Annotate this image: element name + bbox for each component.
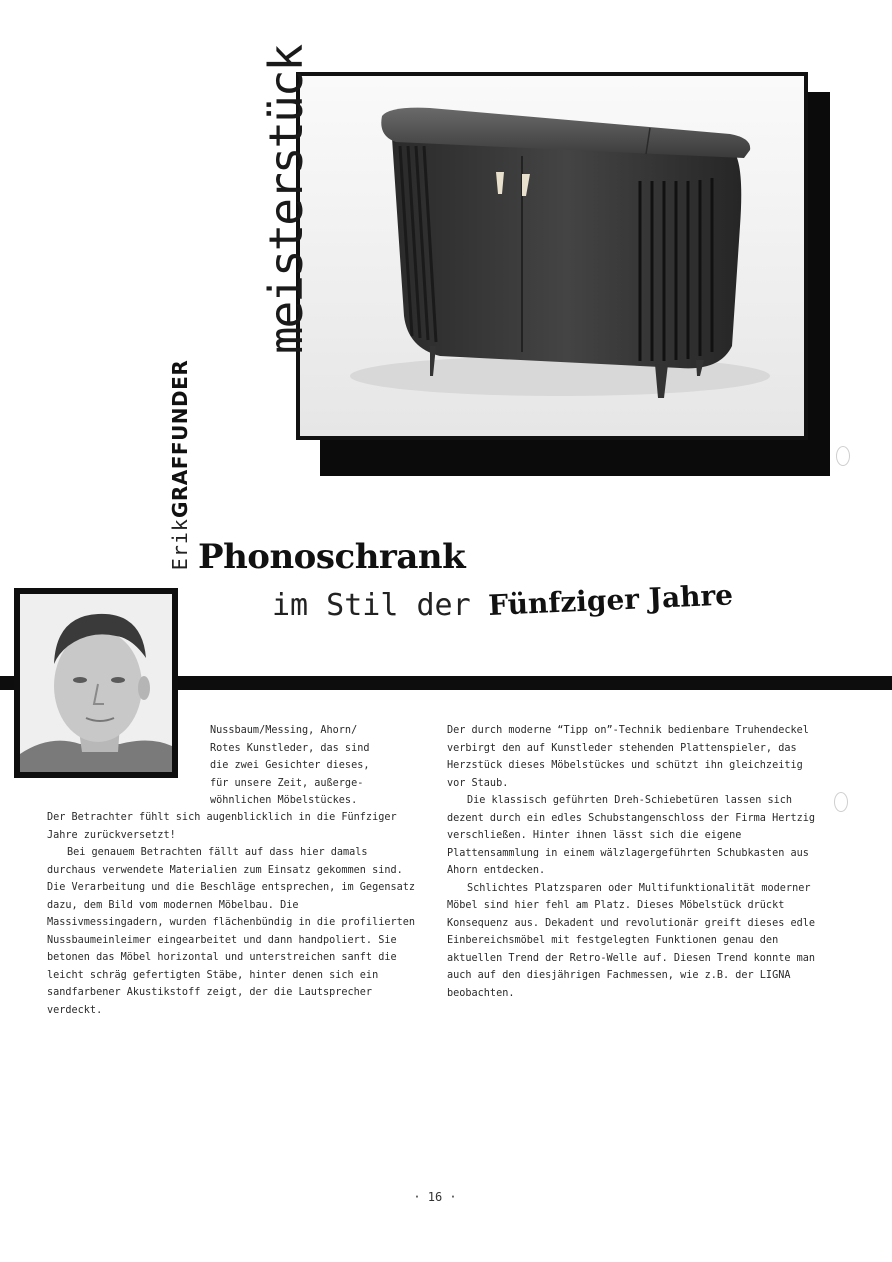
paragraph: Der durch moderne “Tipp on”-Technik bedienbare Truhendeckel verbirgt den auf Kunstleder stehenden Plattenspieler, das Herzstück dieses Möbelstückes und schützt ihn gleichzeitig vor Staub. — [447, 725, 809, 789]
intro-line: Rotes Kunstleder, das sind — [210, 742, 370, 754]
intro-line: wöhnlichen Möbelstückes. — [210, 795, 358, 806]
author-portrait-image — [20, 594, 172, 772]
binder-hole — [836, 446, 850, 466]
author-portrait — [14, 588, 178, 778]
article-title-bold: Fünfziger Jahre — [487, 578, 734, 622]
left-column — [47, 809, 417, 1019]
paragraph: Schlichtes Platzsparen oder Multifunktionalität moderner Möbel sind hier fehl am Platz. Dieses Möbelstück drückt Konsequenz aus. Dekadent und revolutionär greift dieses edle Einbereichsmöbel mit festgelegten Funktionen genau den aktuellen Trend der Retro-Welle auf. Diesen Trend konnte man auch auf den diesjährigen Fachmessen, wie z.B. der LIGNA beobachten. — [447, 882, 816, 999]
author-name — [170, 345, 190, 585]
intro-line: Nussbaum/Messing, Ahorn/ — [210, 725, 358, 736]
intro-text — [210, 722, 430, 810]
article-title-plain: im Stil der — [272, 588, 471, 623]
binder-hole — [834, 792, 848, 812]
right-column — [447, 722, 827, 1002]
cabinet-photo — [296, 72, 808, 440]
article-title-line2 — [272, 578, 734, 623]
intro-line: die zwei Gesichter dieses, — [210, 760, 370, 771]
paragraph: Die klassisch geführten Dreh-Schiebetüren lassen sich dezent durch ein edles Schubstangenschloss der Firma Hertzig verschließen. Hinter ihnen lässt sich die eigene Plattensammlung in einem wälzlagergeführten Schubkasten aus Ahorn entdecken. — [447, 795, 816, 876]
cabinet-photo-image — [300, 76, 804, 436]
paragraph: Bei genauem Betrachten fällt auf dass hier damals durchaus verwendete Materialien zum Einsatz gekommen sind. Die Verarbeitung und die Beschläge entsprechen, im Gegensatz dazu, dem Bild vom modernen Möbelbau. Die Massivmessingadern, wurden flächenbündig in die profilierten Nussbaumeinleimer eingearbeitet und dann handpoliert. Sie betonen das Möbel horizontal und unterstreichen sanft die leicht schräg gefertigten Stäbe, hinter denen sich ein sandfarbener Akustikstoff zeigt, der die Lautsprecher verdeckt. — [47, 847, 416, 1016]
article-title-line1: Phonoschrank — [198, 537, 466, 577]
section-label: meisterstück — [259, 45, 313, 355]
author-first-name: Erik — [168, 518, 192, 571]
paragraph: Der Betrachter fühlt sich augenblicklich in die Fünfziger Jahre zurückversetzt! — [47, 812, 397, 841]
author-last-name: GRAFFUNDER — [168, 359, 192, 519]
page-number: · 16 · — [413, 1190, 457, 1204]
intro-line: für unsere Zeit, außerge- — [210, 777, 364, 789]
